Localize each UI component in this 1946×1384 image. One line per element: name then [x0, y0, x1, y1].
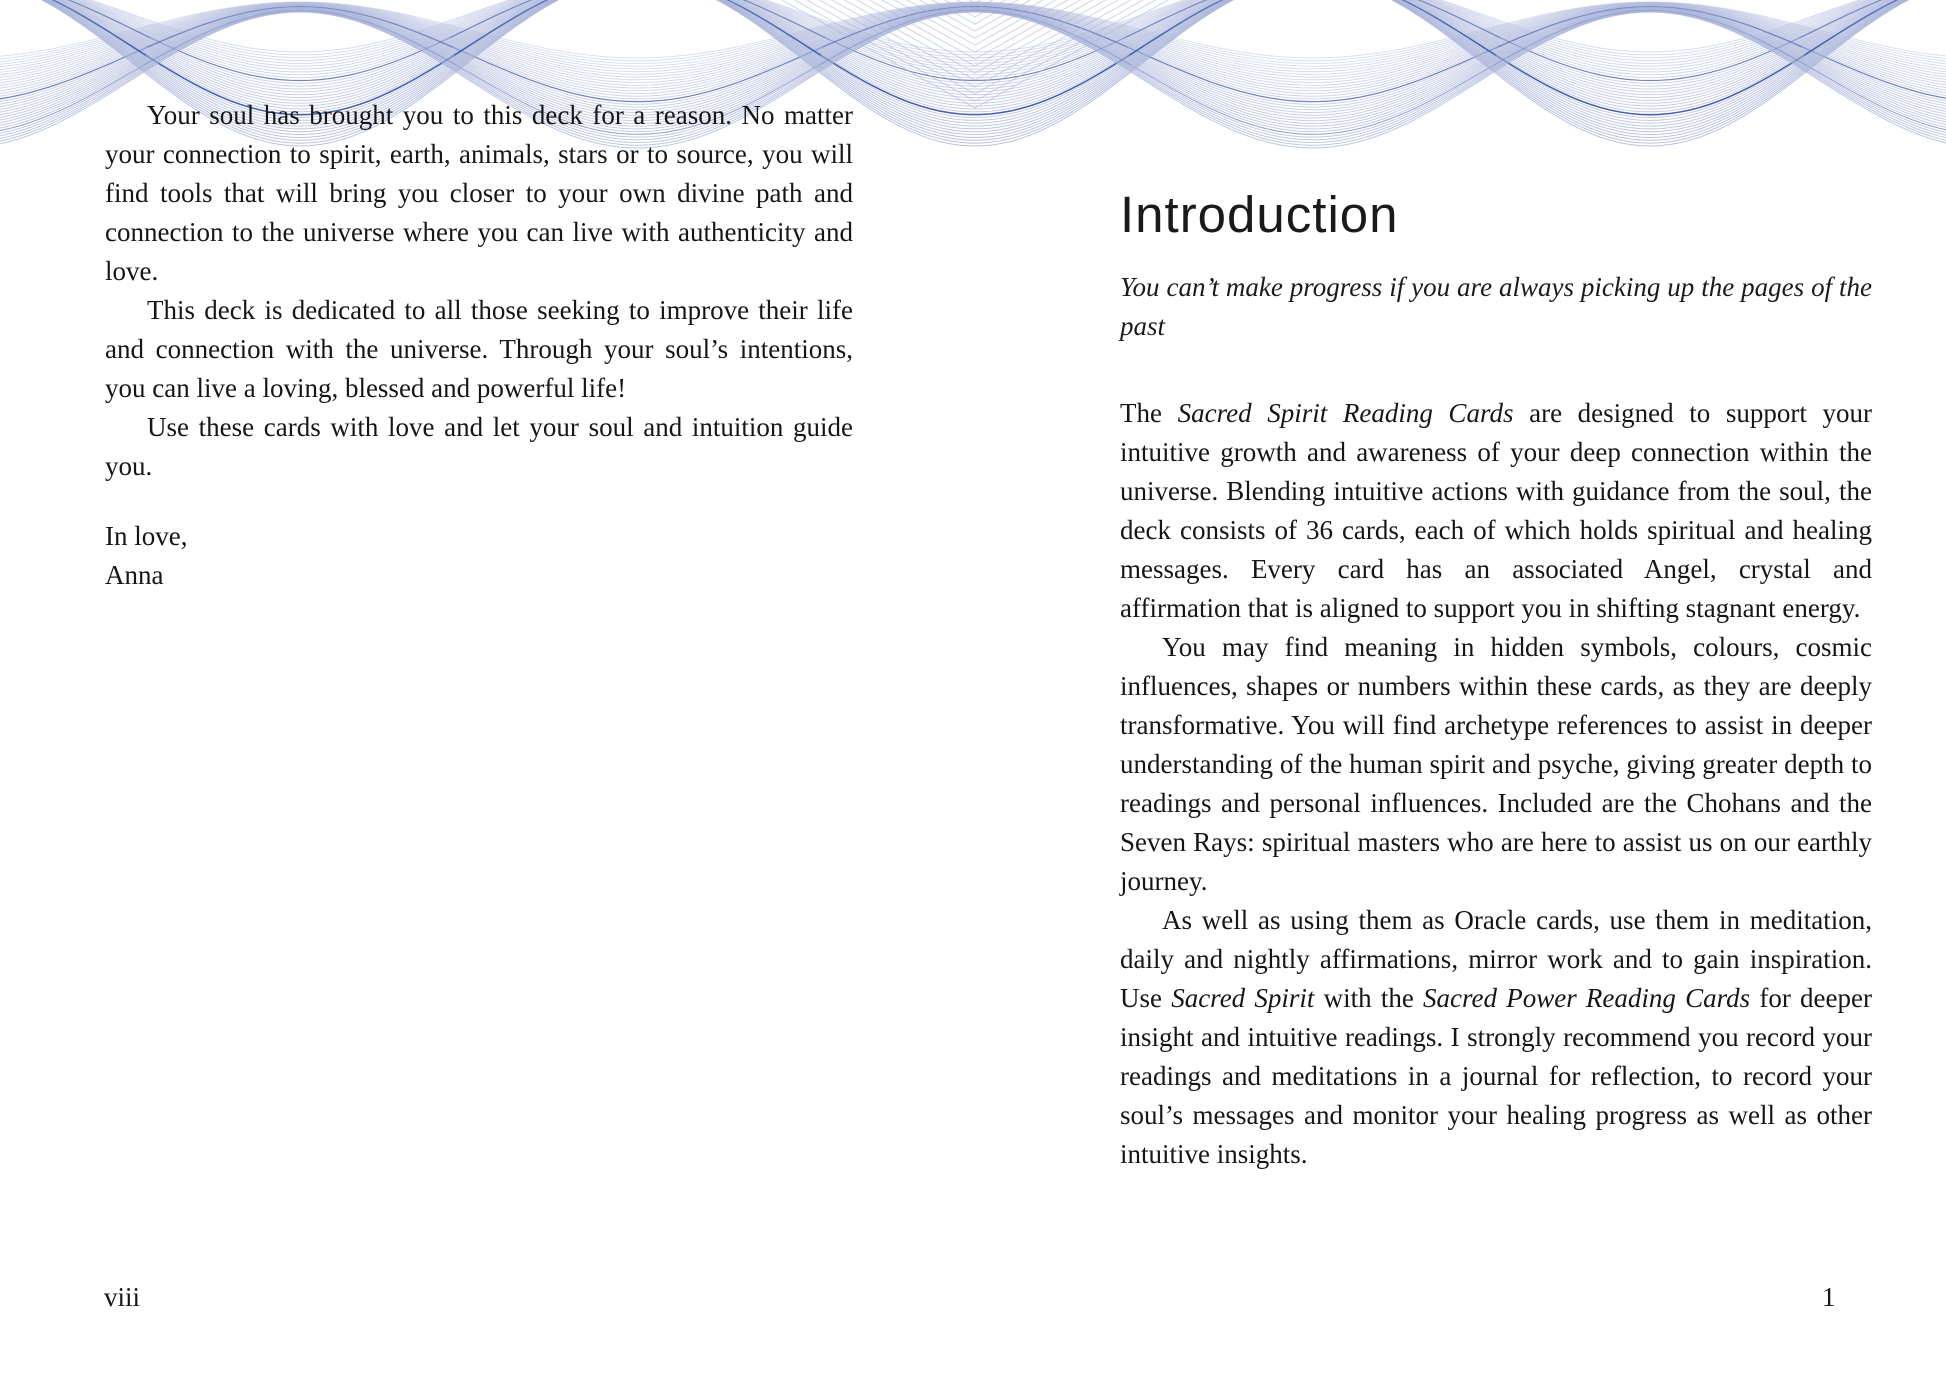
closing-line: In love, — [105, 521, 188, 551]
chapter-heading: Introduction — [1120, 186, 1399, 243]
paragraph — [105, 96, 853, 291]
epigraph: You can’t make progress if you are always picking up the pages of the past — [1120, 272, 1872, 341]
text-run: with the — [1314, 983, 1424, 1013]
paragraph — [105, 408, 853, 486]
closing-line: Anna — [105, 560, 164, 590]
italic-run: Sacred Spirit — [1171, 983, 1315, 1013]
page-left — [105, 96, 853, 595]
page-right — [1120, 0, 1872, 1384]
italic-run: Sacred Power Reading Cards — [1423, 983, 1751, 1013]
text-run: Use these cards with love and let your soul and intuition guide you. — [105, 412, 853, 481]
text-run: are designed to support your intuitive growth and awareness of your deep connection within the universe. Blending intuitive actions with guidance from the soul, the deck consists of 36 cards, each of which holds spiritual and healing messages. Every card has an associated Angel, crystal and affirmation that is aligned to support you in shifting stagnant energy. — [1120, 398, 1873, 623]
left-text-column — [105, 96, 853, 486]
text-run: for deeper insight and intuitive readings. I strongly recommend you record your readings and meditations in a journal for reflection, to record your soul’s messages and monitor your healing progress as well as other intuitive insights. — [1120, 983, 1872, 1169]
text-run: As well as using them as Oracle cards, use them in meditation, daily and nightly affirmations, mirror work and to gain inspiration. Use — [1120, 905, 1872, 1013]
closing-block — [105, 517, 853, 595]
paragraph — [1120, 394, 1872, 628]
italic-run: Sacred Spirit Reading Cards — [1177, 398, 1514, 428]
right-text-column — [1120, 394, 1872, 1174]
text-run: Your soul has brought you to this deck for a reason. No matter your connection to spirit, earth, animals, stars or to source, you will find tools that will bring you closer to your own divine path and connection to the universe where you can live with authenticity and love. — [105, 100, 853, 286]
text-run: The — [1120, 398, 1178, 428]
paragraph — [105, 291, 853, 408]
paragraph — [1120, 628, 1872, 901]
paragraph — [1120, 901, 1872, 1174]
text-run: This deck is dedicated to all those seeking to improve their life and connection with the universe. Through your soul’s intentions, you can live a loving, blessed and powerful life! — [105, 295, 853, 403]
page-number-left: viii — [104, 1282, 141, 1312]
text-run: You may find meaning in hidden symbols, colours, cosmic influences, shapes or numbers within these cards, as they are deeply transformative. You will find archetype references to assist in deeper understanding of the human spirit and psyche, giving greater depth to readings and personal influences. Included are the Chohans and the Seven Rays: spiritual masters who are here to assist us on our earthly journey. — [1120, 632, 1872, 896]
page-number-right: 1 — [1822, 1282, 1836, 1312]
